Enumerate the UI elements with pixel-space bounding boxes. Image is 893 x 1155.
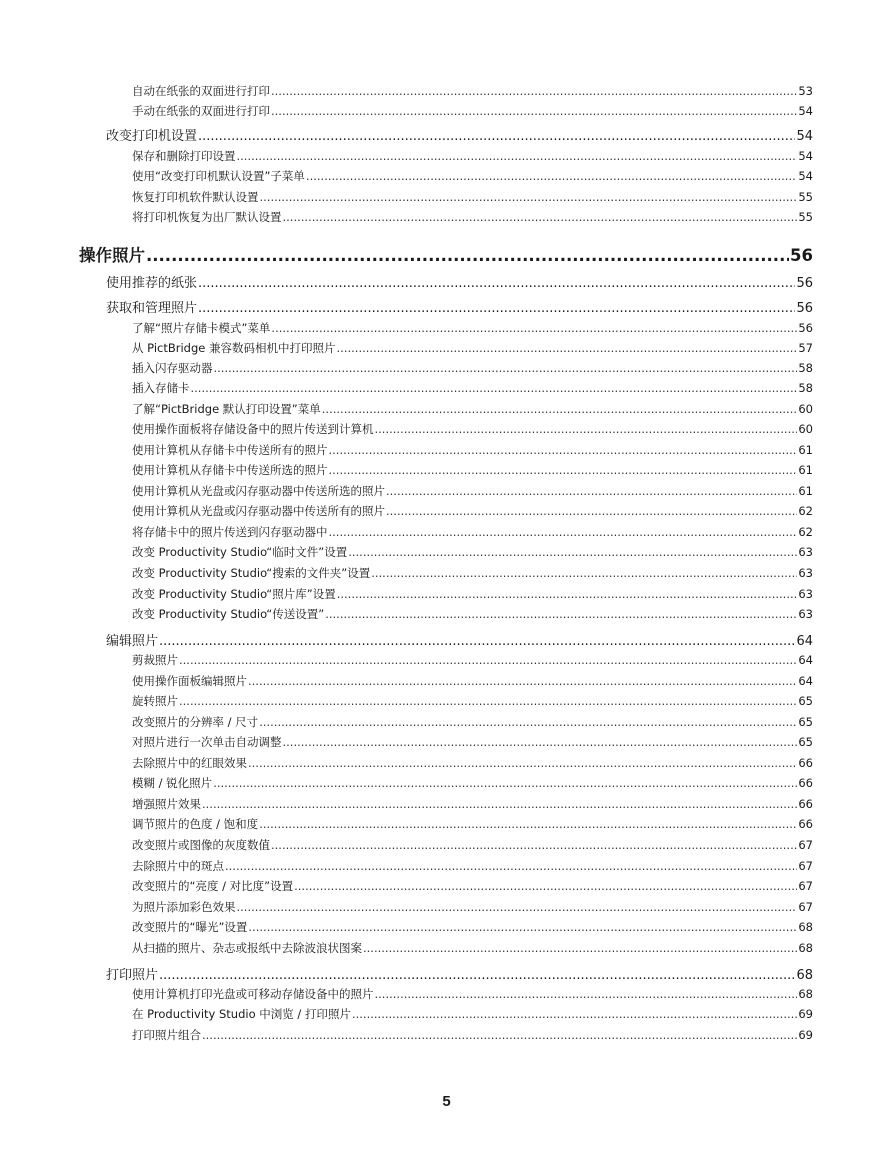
toc-entry-page: 67 [798, 838, 813, 852]
toc-entry-title: 使用计算机从存储卡中传送所有的照片 [132, 443, 328, 457]
toc-entry-title: 了解“PictBridge 默认打印设置”菜单 [132, 402, 321, 416]
toc-entry[interactable] [132, 940, 813, 956]
toc-entry-title: 对照片进行一次单击自动调整 [132, 735, 282, 749]
dot-leader [363, 941, 797, 955]
dot-leader [375, 422, 798, 436]
toc-entry-page: 63 [798, 607, 813, 621]
toc-entry[interactable] [132, 755, 813, 771]
toc-entry[interactable] [79, 242, 813, 266]
dot-leader [259, 817, 797, 831]
toc-entry-title: 使用计算机打印光盘或可移动存储设备中的照片 [132, 987, 374, 1001]
dot-leader [348, 545, 797, 559]
dot-leader [283, 210, 798, 224]
toc-entry[interactable] [132, 1006, 813, 1022]
toc-entry-page: 61 [798, 484, 813, 498]
toc-entry[interactable] [132, 899, 813, 915]
toc-entry[interactable] [132, 652, 813, 668]
toc-entry-title: 使用计算机从存储卡中传送所选的照片 [132, 463, 328, 477]
dot-leader [329, 525, 798, 539]
toc-entry-title: 操作照片 [79, 246, 145, 265]
dot-leader [325, 607, 797, 621]
dot-leader [225, 859, 797, 873]
toc-entry-title: 使用推荐的纸张 [106, 276, 198, 291]
dot-leader [386, 504, 797, 518]
toc-entry-title: 将打印机恢复为出厂默认设置 [132, 210, 282, 224]
toc-entry-title: 手动在纸张的双面进行打印 [132, 104, 270, 118]
toc-entry[interactable] [132, 606, 813, 622]
toc-entry-title: 改变 Productivity Studio“搜索的文件夹”设置 [132, 566, 371, 580]
toc-entry-page: 55 [798, 210, 813, 224]
toc-entry-title: 改变照片的分辨率 / 尺寸 [132, 715, 259, 729]
toc-entry[interactable] [132, 380, 813, 396]
toc-entry-page: 56 [790, 246, 813, 265]
toc-entry[interactable] [132, 693, 813, 709]
toc-entry-page: 62 [798, 504, 813, 518]
toc-entry-page: 62 [798, 525, 813, 539]
toc-entry[interactable] [132, 816, 813, 832]
dot-leader [237, 149, 798, 163]
dot-leader [329, 463, 798, 477]
dot-leader [198, 129, 795, 144]
toc-entry-title: 从扫描的照片、杂志或报纸中去除波浪状图案 [132, 941, 362, 955]
dot-leader [283, 735, 798, 749]
toc-entry-title: 插入存储卡 [132, 381, 190, 395]
toc-entry[interactable] [132, 320, 813, 336]
toc-entry-page: 54 [798, 149, 813, 163]
toc-entry-title: 改变 Productivity Studio“照片库”设置 [132, 587, 336, 601]
toc-entry-title: 在 Productivity Studio 中浏览 / 打印照片 [132, 1007, 351, 1021]
toc-entry[interactable] [132, 837, 813, 853]
toc-entry[interactable] [132, 775, 813, 791]
toc-entry-title: 使用计算机从光盘或闪存驱动器中传送所选的照片 [132, 484, 385, 498]
toc-entry[interactable] [106, 272, 813, 291]
toc-entry-title: 为照片添加彩色效果 [132, 900, 236, 914]
toc-entry[interactable] [132, 421, 813, 437]
toc-entry-page: 66 [798, 797, 813, 811]
toc-entry[interactable] [132, 673, 813, 689]
toc-entry-page: 54 [798, 104, 813, 118]
toc-entry-title: 剪裁照片 [132, 653, 178, 667]
dot-leader [248, 920, 797, 934]
toc-entry-page: 64 [796, 634, 813, 649]
dot-leader [371, 566, 797, 580]
dot-leader [375, 987, 798, 1001]
toc-entry-page: 66 [798, 817, 813, 831]
toc-entry-title: 自动在纸张的双面进行打印 [132, 84, 270, 98]
toc-entry[interactable] [132, 503, 813, 519]
toc-entry-page: 56 [796, 301, 813, 316]
toc-entry[interactable] [106, 964, 813, 983]
toc-entry[interactable] [106, 125, 813, 144]
toc-entry-page: 58 [798, 381, 813, 395]
dot-leader [213, 776, 797, 790]
dot-leader [159, 968, 795, 983]
toc-entry[interactable] [132, 401, 813, 417]
toc-entry-page: 68 [798, 920, 813, 934]
dot-leader [271, 104, 797, 118]
dot-leader [259, 715, 797, 729]
toc-entry-title: 去除照片中的斑点 [132, 859, 224, 873]
dot-leader [202, 1028, 797, 1042]
dot-leader [271, 321, 797, 335]
toc-entry-title: 使用“改变打印机默认设置”子菜单 [132, 169, 305, 183]
toc-entry[interactable] [132, 586, 813, 602]
toc-entry-page: 57 [798, 341, 813, 355]
toc-entry-title: 去除照片中的红眼效果 [132, 756, 247, 770]
toc-entry[interactable] [132, 714, 813, 730]
dot-leader [329, 443, 798, 457]
toc-entry-title: 旋转照片 [132, 694, 178, 708]
toc-entry-title: 模糊 / 锐化照片 [132, 776, 213, 790]
toc-entry-title: 恢复打印机软件默认设置 [132, 190, 259, 204]
toc-entry-page: 60 [798, 422, 813, 436]
toc-entry[interactable] [132, 189, 813, 205]
dot-leader [322, 402, 798, 416]
dot-leader [306, 169, 797, 183]
toc-entry-page: 54 [798, 169, 813, 183]
toc-entry-title: 使用计算机从光盘或闪存驱动器中传送所有的照片 [132, 504, 385, 518]
page-number: 5 [442, 1093, 451, 1110]
toc-entry-title: 改变照片的“曝光”设置 [132, 920, 248, 934]
toc-entry[interactable] [132, 83, 813, 99]
dot-leader [271, 838, 797, 852]
toc-entry-page: 63 [798, 545, 813, 559]
toc-entry-page: 54 [796, 129, 813, 144]
toc-entry-page: 63 [798, 566, 813, 580]
dot-leader [237, 900, 798, 914]
toc-entry-page: 67 [798, 879, 813, 893]
toc-entry-title: 了解“照片存储卡模式”菜单 [132, 321, 271, 335]
toc-entry-page: 68 [798, 987, 813, 1001]
toc-entry-page: 58 [798, 361, 813, 375]
dot-leader [198, 301, 795, 316]
toc-entry-title: 打印照片组合 [132, 1028, 201, 1042]
toc-entry-title: 使用操作面板将存储设备中的照片传送到计算机 [132, 422, 374, 436]
toc-entry-title: 调节照片的色度 / 饱和度 [132, 817, 259, 831]
dot-leader [386, 484, 797, 498]
toc-entry-page: 69 [798, 1028, 813, 1042]
toc-entry[interactable] [132, 919, 813, 935]
toc-entry[interactable] [132, 544, 813, 560]
toc-entry[interactable] [132, 565, 813, 581]
toc-entry-page: 67 [798, 859, 813, 873]
toc-entry-page: 53 [798, 84, 813, 98]
toc-entry-page: 61 [798, 463, 813, 477]
dot-leader [260, 190, 798, 204]
dot-leader [337, 587, 798, 601]
toc-entry-title: 改变 Productivity Studio“临时文件”设置 [132, 545, 348, 559]
dot-leader [179, 694, 797, 708]
toc-entry-title: 增强照片效果 [132, 797, 201, 811]
toc-entry-page: 68 [796, 968, 813, 983]
toc-entry[interactable] [106, 297, 813, 316]
toc-entry-title: 使用操作面板编辑照片 [132, 674, 247, 688]
toc-entry[interactable] [132, 103, 813, 119]
dot-leader [248, 674, 797, 688]
toc-entry[interactable] [132, 1027, 813, 1043]
toc-entry[interactable] [132, 483, 813, 499]
toc-entry[interactable] [132, 986, 813, 1002]
dot-leader [214, 361, 798, 375]
toc-entry-page: 69 [798, 1007, 813, 1021]
toc-entry[interactable] [132, 442, 813, 458]
toc-entry-page: 68 [798, 941, 813, 955]
dot-leader [352, 1007, 797, 1021]
dot-leader [179, 653, 797, 667]
toc-entry-page: 63 [798, 587, 813, 601]
toc-entry[interactable] [132, 734, 813, 750]
toc-entry-page: 55 [798, 190, 813, 204]
toc-entry[interactable] [132, 524, 813, 540]
dot-leader [159, 634, 795, 649]
toc-entry[interactable] [132, 462, 813, 478]
toc-entry-title: 编辑照片 [106, 634, 159, 649]
toc-entry-page: 60 [798, 402, 813, 416]
toc-entry[interactable] [132, 148, 813, 164]
toc-entry-title: 获取和管理照片 [106, 301, 198, 316]
dot-leader [271, 84, 797, 98]
toc-entry[interactable] [132, 858, 813, 874]
toc-entry[interactable] [132, 878, 813, 894]
toc-entry-title: 从 PictBridge 兼容数码相机中打印照片 [132, 341, 336, 355]
dot-leader [202, 797, 797, 811]
toc-entry-page: 64 [798, 653, 813, 667]
toc-entry-page: 65 [798, 735, 813, 749]
toc-entry-title: 将存储卡中的照片传送到闪存驱动器中 [132, 525, 328, 539]
toc-entry-title: 改变照片或图像的灰度数值 [132, 838, 270, 852]
toc-entry-page: 67 [798, 900, 813, 914]
toc-entry-page: 56 [798, 321, 813, 335]
toc-entry[interactable] [132, 168, 813, 184]
dot-leader [198, 276, 795, 291]
dot-leader [248, 756, 797, 770]
toc-entry[interactable] [132, 360, 813, 376]
toc-entry-title: 保存和删除打印设置 [132, 149, 236, 163]
toc-entry-title: 打印照片 [106, 968, 159, 983]
toc-entry[interactable] [132, 209, 813, 225]
toc-entry[interactable] [106, 630, 813, 649]
toc-entry-page: 65 [798, 715, 813, 729]
toc-entry-page: 66 [798, 776, 813, 790]
toc-entry-page: 65 [798, 694, 813, 708]
toc-entry-page: 61 [798, 443, 813, 457]
toc-entry-page: 66 [798, 756, 813, 770]
dot-leader [146, 246, 789, 265]
dot-leader [337, 341, 798, 355]
toc-entry-title: 改变 Productivity Studio“传送设置” [132, 607, 325, 621]
toc-entry-title: 改变照片的“亮度 / 对比度”设置 [132, 879, 294, 893]
toc-entry[interactable] [132, 340, 813, 356]
toc-entry-page: 56 [796, 276, 813, 291]
toc-entry-title: 插入闪存驱动器 [132, 361, 213, 375]
toc-entry-title: 改变打印机设置 [106, 129, 198, 144]
dot-leader [191, 381, 798, 395]
toc-entry[interactable] [132, 796, 813, 812]
toc-entry-page: 64 [798, 674, 813, 688]
dot-leader [294, 879, 797, 893]
